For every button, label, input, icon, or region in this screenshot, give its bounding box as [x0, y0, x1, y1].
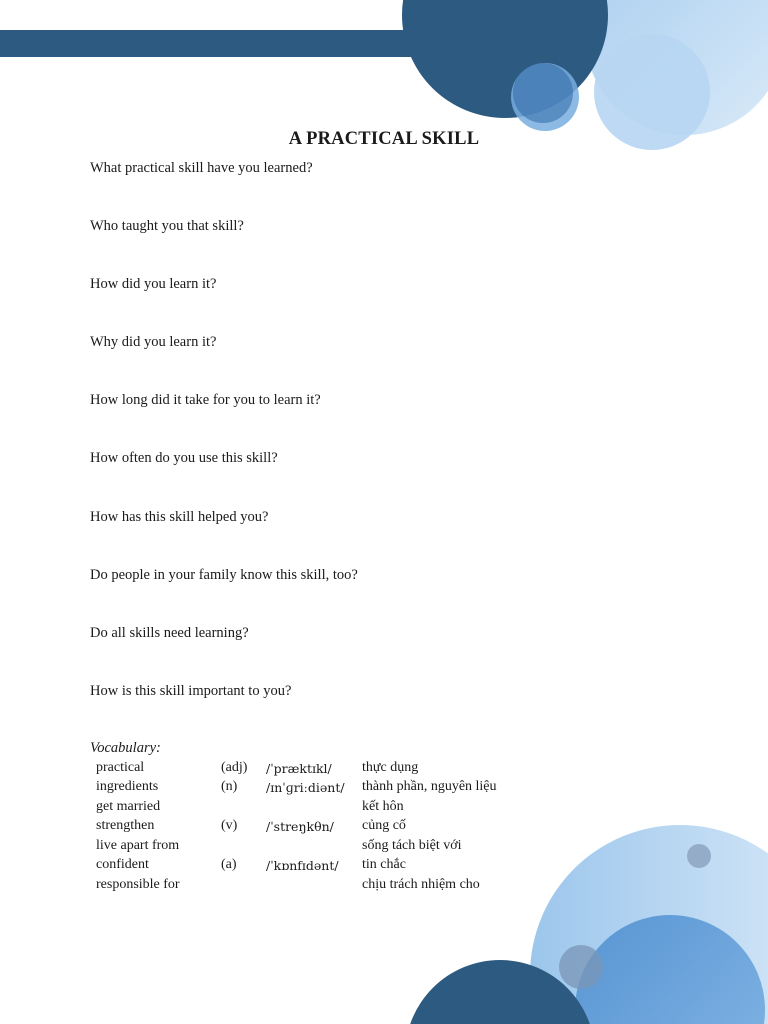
vocab-meaning: tin chắc	[362, 857, 406, 872]
question-4: Why did you learn it?	[90, 334, 217, 350]
bottom-circle-mid	[575, 915, 765, 1024]
top-circle-dark	[402, 0, 608, 118]
question-5: How long did it take for you to learn it?	[90, 392, 321, 408]
vocab-word: ingredients	[96, 779, 159, 794]
vocab-word: live apart from	[96, 838, 180, 853]
top-circle-light-large	[585, 0, 768, 135]
question-10: How is this skill important to you?	[90, 683, 292, 699]
vocab-meaning: chịu trách nhiệm cho	[362, 877, 480, 892]
vocab-row	[0, 877, 768, 897]
bottom-circle-small-gray	[559, 945, 603, 989]
vocab-pronunciation: /ˈpræktɪkl/	[266, 761, 332, 776]
vocab-row	[0, 818, 768, 838]
top-band	[0, 30, 470, 57]
top-circle-mid-small	[511, 63, 579, 131]
question-9: Do all skills need learning?	[90, 625, 249, 641]
vocab-meaning: thực dụng	[362, 760, 419, 775]
vocab-word: get married	[96, 799, 161, 814]
question-8: Do people in your family know this skill, too?	[90, 567, 358, 583]
vocab-part-of-speech: (v)	[221, 818, 238, 833]
vocabulary-heading: Vocabulary:	[90, 740, 161, 756]
vocab-row	[0, 760, 768, 780]
question-6: How often do you use this skill?	[90, 450, 278, 466]
vocab-pronunciation: /ɪnˈɡriːdiənt/	[266, 780, 345, 795]
bottom-circle-dark	[405, 960, 595, 1024]
vocab-meaning: kết hôn	[362, 799, 404, 814]
page-title: A PRACTICAL SKILL	[288, 129, 480, 149]
vocab-part-of-speech: (n)	[221, 779, 238, 794]
vocab-word: confident	[96, 857, 149, 872]
vocab-meaning: thành phần, nguyên liệu	[362, 779, 497, 794]
question-1: What practical skill have you learned?	[90, 160, 313, 176]
question-3: How did you learn it?	[90, 276, 217, 292]
vocab-pronunciation: /ˈstreŋkθn/	[266, 819, 334, 834]
vocab-meaning: củng cố	[362, 818, 406, 833]
vocab-word: practical	[96, 760, 145, 775]
vocab-word: responsible for	[96, 877, 180, 892]
vocab-word: strengthen	[96, 818, 155, 833]
vocab-part-of-speech: (adj)	[221, 760, 248, 775]
top-circle-mid-dot	[513, 63, 573, 123]
vocab-row	[0, 838, 768, 858]
question-2: Who taught you that skill?	[90, 218, 244, 234]
vocab-part-of-speech: (a)	[221, 857, 237, 872]
vocab-row	[0, 799, 768, 819]
vocab-meaning: sống tách biệt với	[362, 838, 462, 853]
question-7: How has this skill helped you?	[90, 509, 269, 525]
vocab-row	[0, 857, 768, 877]
vocab-pronunciation: /ˈkɒnfɪdənt/	[266, 858, 339, 873]
vocab-row	[0, 779, 768, 799]
